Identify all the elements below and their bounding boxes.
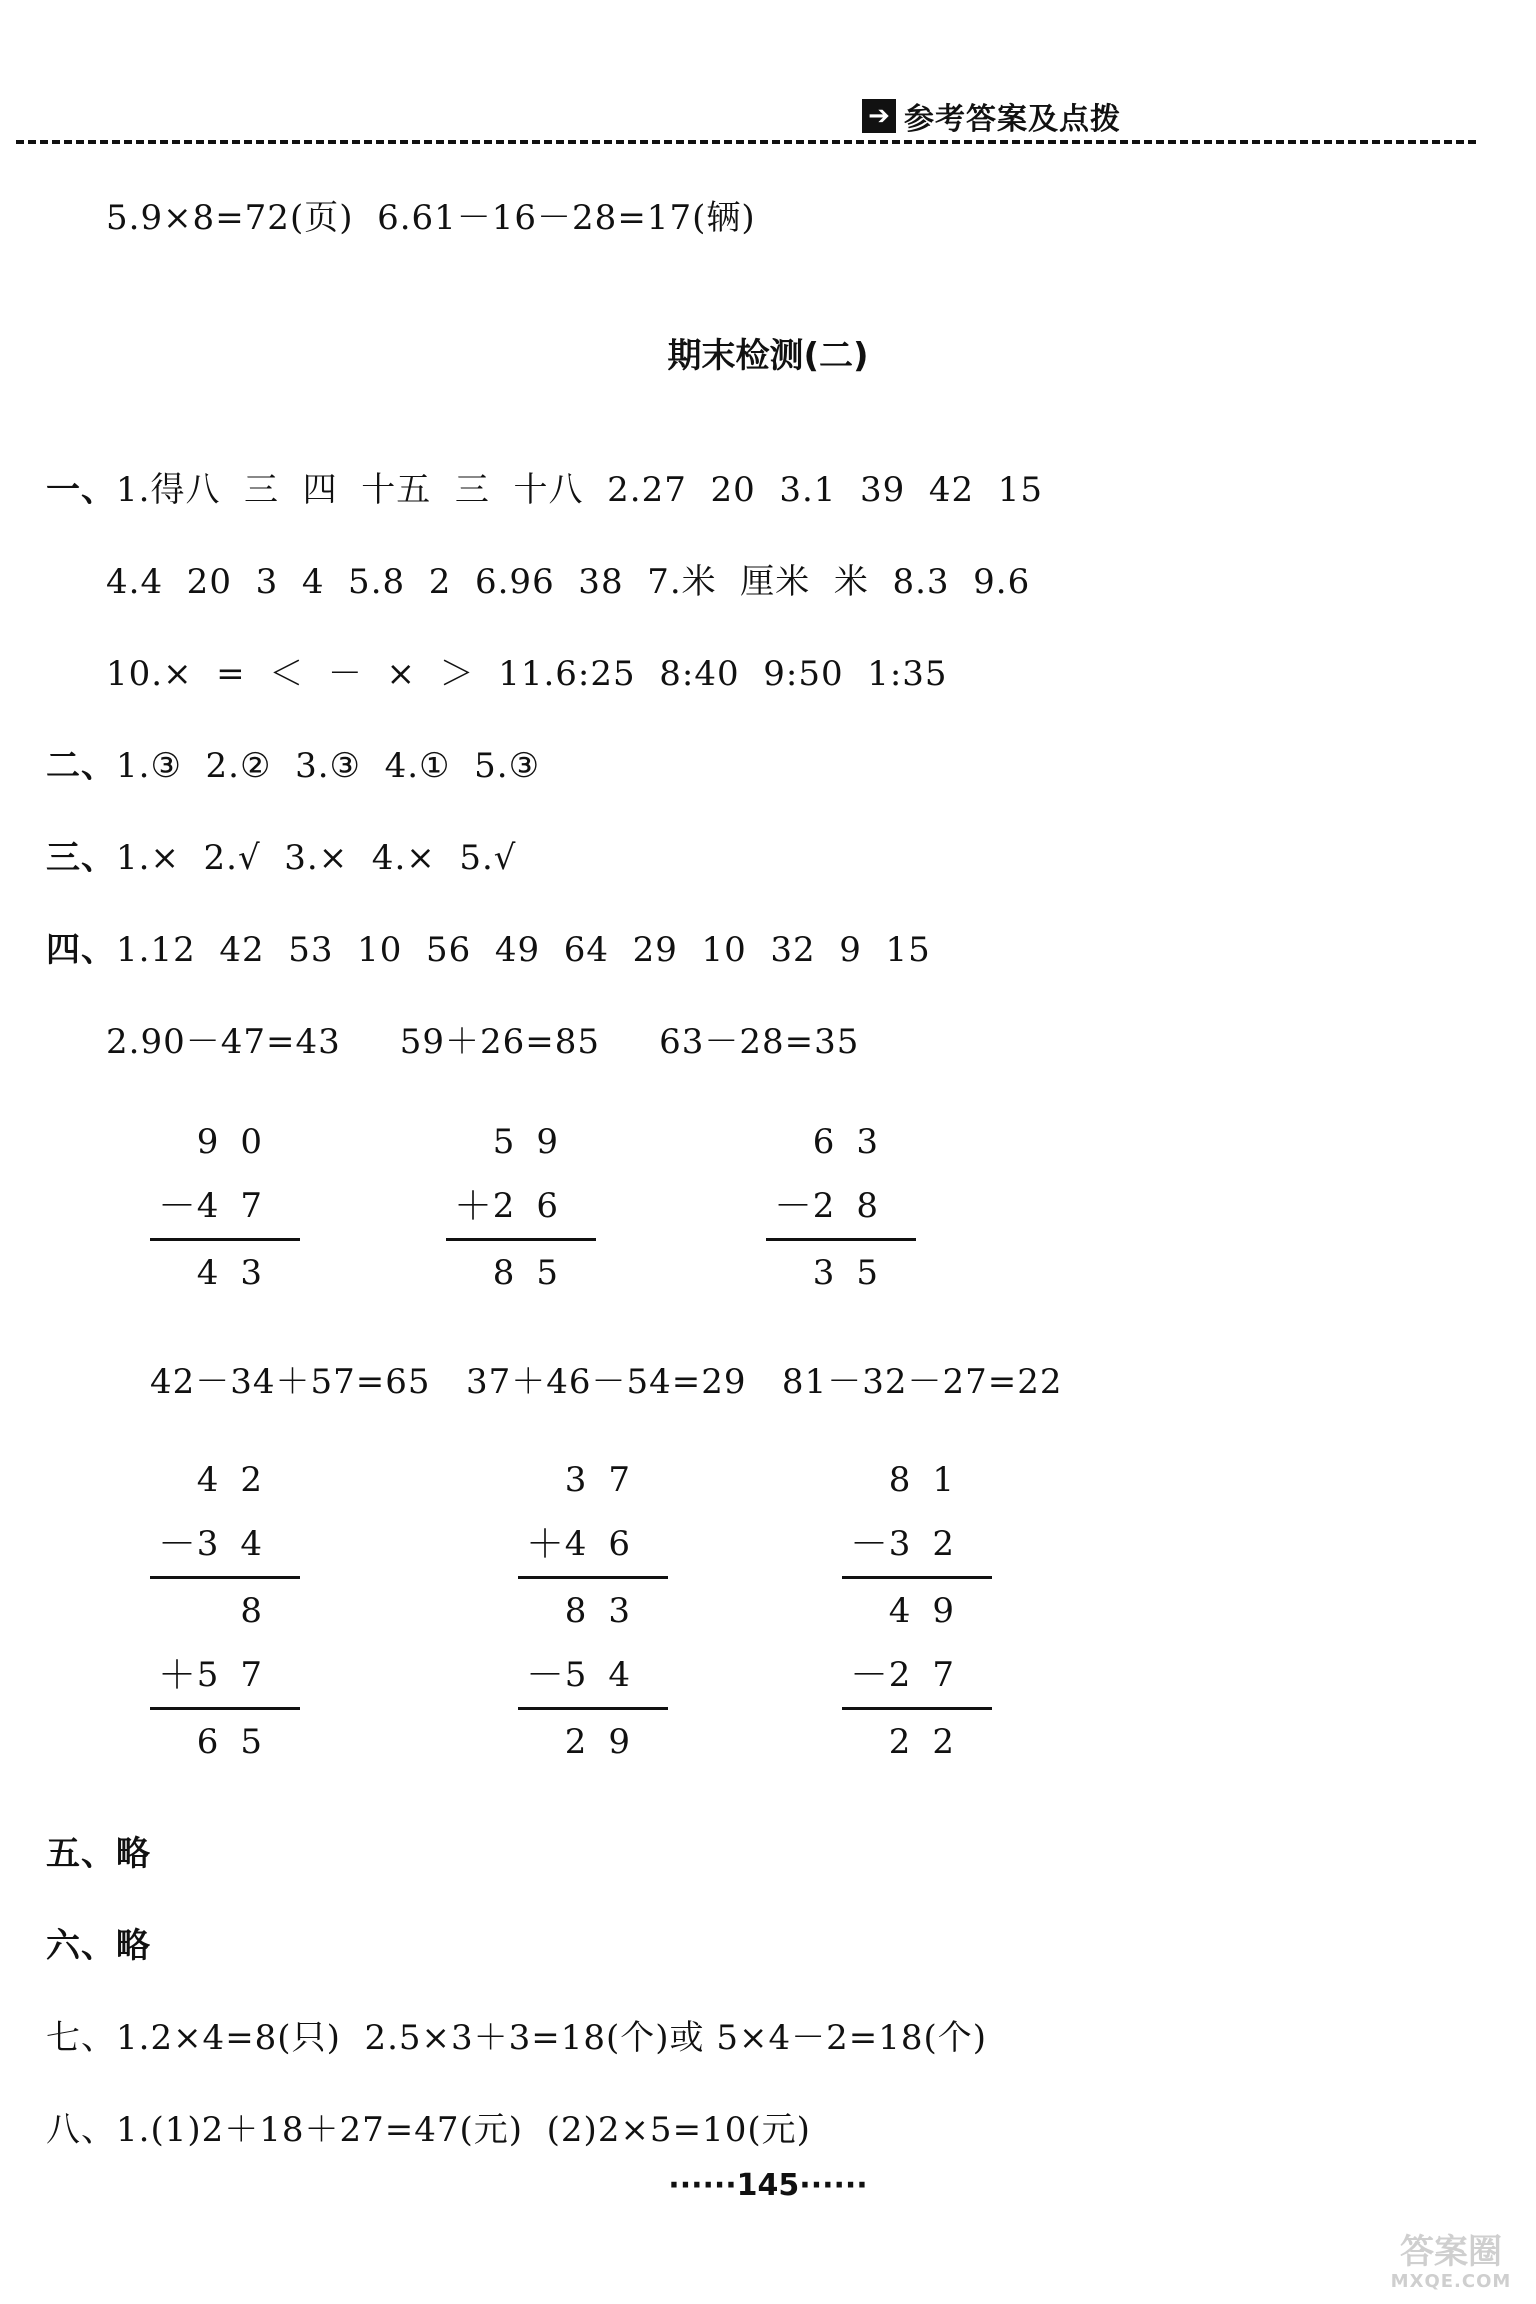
vertical-operand: 46: [564, 1524, 652, 1564]
vertical-operand: 28: [812, 1186, 900, 1226]
section-two-line: [46, 738, 540, 787]
section-three-line: [46, 830, 516, 879]
vertical-intermediate: 49: [888, 1591, 976, 1631]
vertical-calc-d: [150, 1448, 300, 1774]
section-four-line-1: [46, 922, 931, 971]
section-four-line-1-text: 1.12 42 53 10 56 49 64 29 10 32 9 15: [116, 930, 931, 970]
vertical-operand: 81: [888, 1460, 976, 1500]
section-one-line-3: 10.× = ＜ － × ＞ 11.6:25 8:40 9:50 1:35: [106, 654, 948, 694]
vertical-operand: 57: [196, 1655, 284, 1695]
section-one-line-1-text: 1.得八 三 四 十五 三 十八 2.27 20 3.1 39 42 15: [116, 470, 1044, 510]
vertical-result: 35: [812, 1253, 900, 1293]
section-three-text: 1.× 2.√ 3.× 4.× 5.√: [116, 838, 517, 878]
section-four-line-3: 42－34＋57=65 37＋46－54=29 81－32－27=22: [150, 1362, 1063, 1402]
vertical-operand: 90: [196, 1122, 284, 1162]
page-number: ······145······: [668, 2168, 868, 2203]
header-section-tag: [862, 96, 1121, 136]
vertical-intermediate: 8: [240, 1591, 284, 1631]
vertical-result: 22: [888, 1722, 976, 1762]
vertical-operator: －: [158, 1522, 197, 1566]
header-dashed-divider: [16, 140, 1476, 144]
arrow-right-icon: ➔: [862, 99, 896, 133]
vertical-operand: 59: [492, 1122, 580, 1162]
watermark-top-text: 答案圈: [1400, 2232, 1502, 2272]
watermark-logo: [1386, 2232, 1516, 2298]
vertical-operand: 42: [196, 1460, 284, 1500]
vertical-operator: －: [850, 1653, 889, 1697]
vertical-operand: 32: [888, 1524, 976, 1564]
vertical-calc-c: [766, 1110, 916, 1305]
vertical-operand: 54: [564, 1655, 652, 1695]
vertical-calc-b: [446, 1110, 596, 1305]
section-one-label: 一、: [46, 470, 116, 510]
vertical-result: 85: [492, 1253, 580, 1293]
section-one-line-2: 4.4 20 3 4 5.8 2 6.96 38 7.米 厘米 米 8.3 9.6: [106, 562, 1031, 602]
section-two-text: 1.③ 2.② 3.③ 4.① 5.③: [116, 746, 541, 786]
section-six-line: 六、略: [46, 1926, 151, 1966]
vertical-operand: 34: [196, 1524, 284, 1564]
vertical-operator: ＋: [526, 1522, 565, 1566]
vertical-calc-e: [518, 1448, 668, 1774]
section-title: 期末检测(二): [667, 336, 869, 376]
vertical-result: 65: [196, 1722, 284, 1762]
vertical-operator: －: [158, 1184, 197, 1228]
section-eight-line: 八、1.(1)2＋18＋27=47(元) (2)2×5=10(元): [46, 2110, 811, 2150]
watermark-bottom-text: MXQE.COM: [1390, 2271, 1512, 2292]
vertical-intermediate: 83: [564, 1591, 652, 1631]
vertical-operator: －: [774, 1184, 813, 1228]
vertical-result: 43: [196, 1253, 284, 1293]
vertical-result: 29: [564, 1722, 652, 1762]
section-two-label: 二、: [46, 746, 116, 786]
vertical-operator: ＋: [454, 1184, 493, 1228]
vertical-operator: －: [850, 1522, 889, 1566]
section-five-line: 五、略: [46, 1834, 151, 1874]
header-tag-text: 参考答案及点拨: [904, 102, 1121, 137]
vertical-operator: ＋: [158, 1653, 197, 1697]
vertical-operand: 63: [812, 1122, 900, 1162]
vertical-operand: 37: [564, 1460, 652, 1500]
section-three-label: 三、: [46, 838, 116, 878]
vertical-calc-a: [150, 1110, 300, 1305]
section-one-line-1: [46, 462, 1043, 511]
vertical-operand: 26: [492, 1186, 580, 1226]
vertical-calc-f: [842, 1448, 992, 1774]
vertical-operand: 27: [888, 1655, 976, 1695]
section-seven-line: 七、1.2×4=8(只) 2.5×3＋3=18(个)或 5×4－2=18(个): [46, 2018, 988, 2058]
carryover-answers-line: 5.9×8=72(页) 6.61－16－28=17(辆): [106, 198, 756, 238]
section-four-line-2: 2.90－47=43 59＋26=85 63－28=35: [106, 1022, 860, 1062]
vertical-operator: －: [526, 1653, 565, 1697]
vertical-operand: 47: [196, 1186, 284, 1226]
section-four-label: 四、: [46, 930, 116, 970]
